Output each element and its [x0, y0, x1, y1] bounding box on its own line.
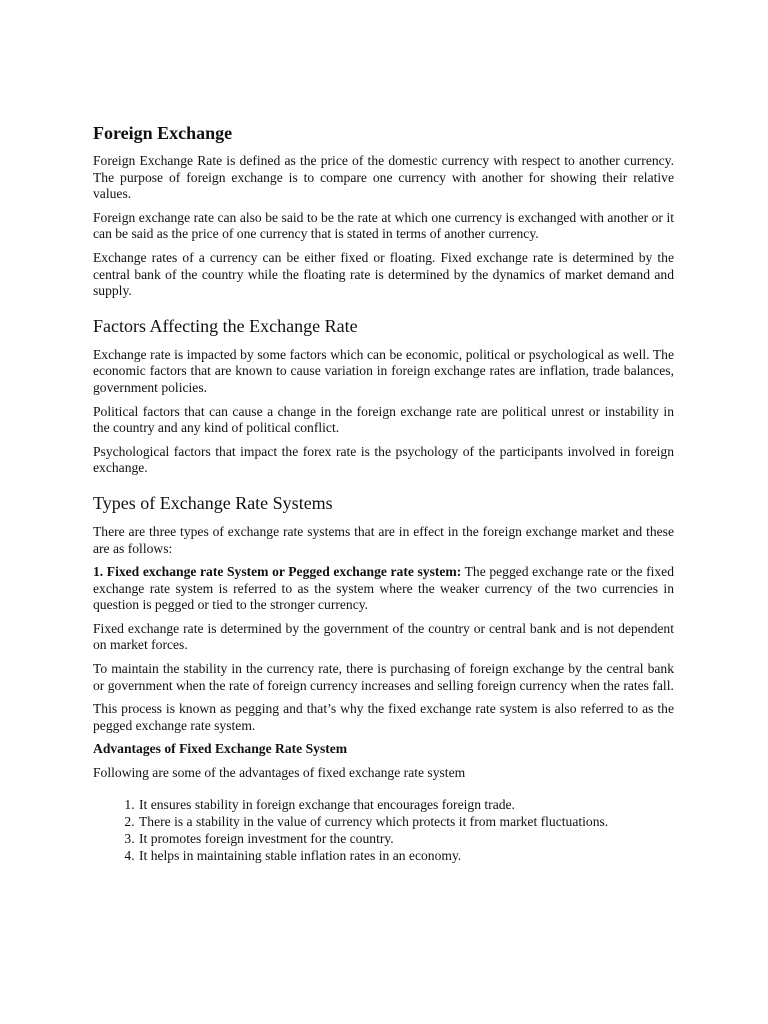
paragraph: Foreign exchange rate can also be said to be the rate at which one currency is exchanged with another or it can be said as the price of one currency that is stated in terms of another currency.	[93, 209, 674, 242]
paragraph: To maintain the stability in the currency rate, there is purchasing of foreign exchange by the central bank or government when the rate of foreign currency increases and selling foreign currency when the rates fall.	[93, 661, 674, 693]
subsection-title-advantages: Advantages of Fixed Exchange Rate System	[93, 741, 348, 757]
paragraph: There are three types of exchange rate systems that are in effect in the foreign exchange market and these are as follows:	[93, 523, 674, 556]
list-item: 3. It promotes foreign investment for the country.	[138, 830, 674, 847]
list-item: 4. It helps in maintaining stable inflation rates in an economy.	[138, 847, 674, 864]
paragraph: Political factors that can cause a change in the foreign exchange rate are political unrest or instability in the country and any kind of political conflict.	[93, 403, 674, 436]
advantages-list	[93, 796, 674, 864]
paragraph: Exchange rate is impacted by some factors which can be economic, political or psychological as well. The economic factors that are known to cause variation in foreign exchange rates are inflation, trade balances, government policies.	[93, 346, 674, 395]
document-page	[93, 122, 674, 864]
paragraph: Following are some of the advantages of fixed exchange rate system	[93, 765, 466, 781]
section-title-foreign-exchange: Foreign Exchange	[93, 123, 233, 143]
list-item: 2. There is a stability in the value of currency which protects it from market fluctuations.	[138, 813, 674, 830]
paragraph: Exchange rates of a currency can be either fixed or floating. Fixed exchange rate is determined by the central bank of the country while the floating rate is determined by the dynamics of market demand and supply.	[93, 249, 674, 299]
paragraph: Foreign Exchange Rate is defined as the price of the domestic currency with respect to another currency. The purpose of foreign exchange is to compare one currency with another for showing their relative values.	[93, 153, 674, 202]
paragraph: Fixed exchange rate is determined by the government of the country or central bank and is not dependent on market forces.	[93, 620, 674, 653]
fixed-system-heading: 1. Fixed exchange rate System or Pegged exchange rate system:	[93, 564, 462, 580]
fixed-system-text: The pegged exchange rate or the fixed exchange rate system is referred to as the system where the weaker currency of the two currencies in question is pegged or tied to the stronger currency.	[93, 564, 674, 613]
section-title-types: Types of Exchange Rate Systems	[93, 492, 333, 513]
section-title-factors: Factors Affecting the Exchange Rate	[93, 315, 358, 336]
paragraph-fixed-system	[93, 564, 674, 614]
list-item: 1. It ensures stability in foreign exchange that encourages foreign trade.	[138, 796, 674, 813]
paragraph: Psychological factors that impact the forex rate is the psychology of the participants involved in foreign exchange.	[93, 443, 674, 476]
paragraph: This process is known as pegging and that’s why the fixed exchange rate system is also referred to as the pegged exchange rate system.	[93, 701, 674, 733]
